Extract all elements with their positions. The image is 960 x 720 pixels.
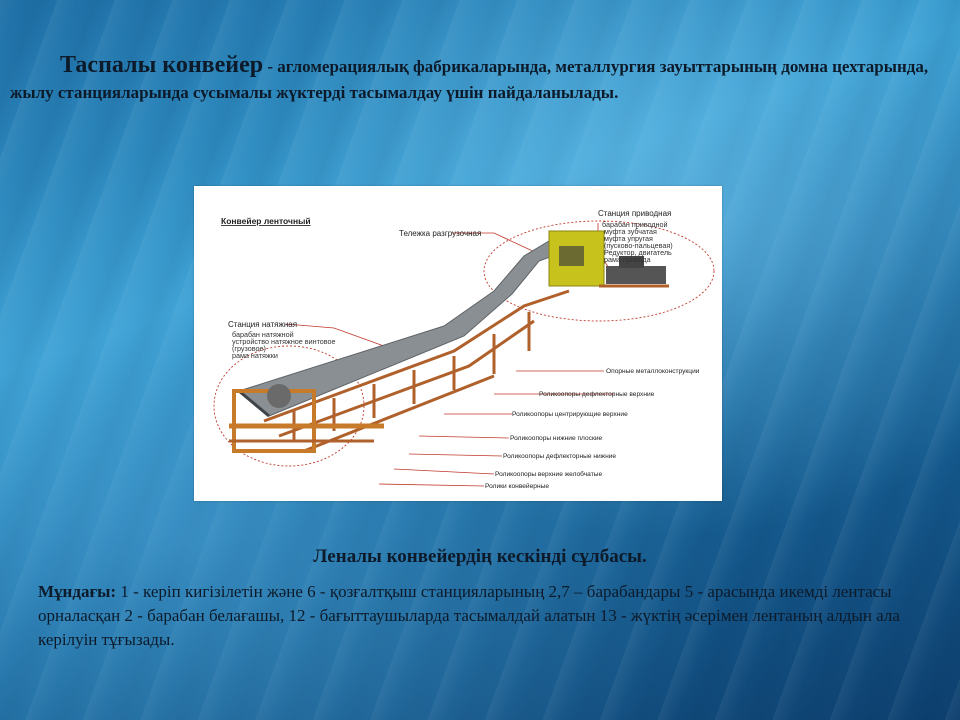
drive-item: Редуктор, двигатель: [604, 248, 672, 257]
tension-item: устройство натяжное винтовое: [232, 337, 336, 346]
slide-heading: [10, 52, 940, 106]
drive-item: муфта упругая: [604, 234, 653, 243]
caption-text: 1 - керіп кигізілетін және 6 - қозғалтқыш станцияларының 2,7 – барабандары 5 - арасында икемді лентасы орналасқан 2 - барабан белағашы, 12 - бағыттаушыларда тасымалдай алатын 13 - жүктің әсерімен лентаның алдын ала керілуін тұғызады.: [38, 582, 900, 649]
label-drive-station: Станция приводная: [598, 209, 672, 218]
drive-item: барабан приводной: [602, 220, 668, 229]
tag-label: Опорные металлоконструкции: [606, 368, 700, 375]
tag-label: Роликоопоры дефлекторные нижние: [503, 453, 617, 460]
label-trolley: Тележка разгрузочная: [399, 229, 482, 238]
drive-item: рама привода: [604, 255, 651, 264]
tag-label: Роликоопоры центрирующие верхние: [512, 411, 628, 418]
conveyor-diagram: [194, 186, 722, 501]
tension-item: барабан натяжной: [232, 330, 294, 339]
tag-label: Роликоопоры дефлекторные верхние: [539, 391, 655, 398]
caption-lead: Мұндағы:: [38, 582, 117, 601]
caption-body: [38, 580, 943, 652]
tag-label: Роликоопоры нижние плоские: [510, 435, 603, 442]
label-tension-station: Станция натяжная: [228, 320, 298, 329]
tag-label: Роликоопоры верхние желобчатые: [495, 471, 603, 478]
drive-item: муфта зубчатая: [604, 227, 657, 236]
tag-label: Ролики конвейерные: [485, 483, 549, 490]
heading-term: Таспалы конвейер: [60, 52, 264, 78]
heading-text: - агломерациялық фабрикаларында, металлургия зауыттарының домна цехтарында, жылу станцияларында сусымалы жүктерді тасымалдау үшін пайдаланылады.: [10, 57, 929, 102]
tension-item: рама натяжки: [232, 351, 278, 360]
tension-item: (грузовое): [232, 344, 266, 353]
diagram-title: Конвейер ленточный: [221, 216, 311, 226]
drive-item: (пусково-пальцевая): [604, 241, 673, 250]
caption-title: Леналы конвейердің кескінді сұлбасы.: [313, 546, 647, 567]
conveyor-illustration: [194, 186, 722, 501]
